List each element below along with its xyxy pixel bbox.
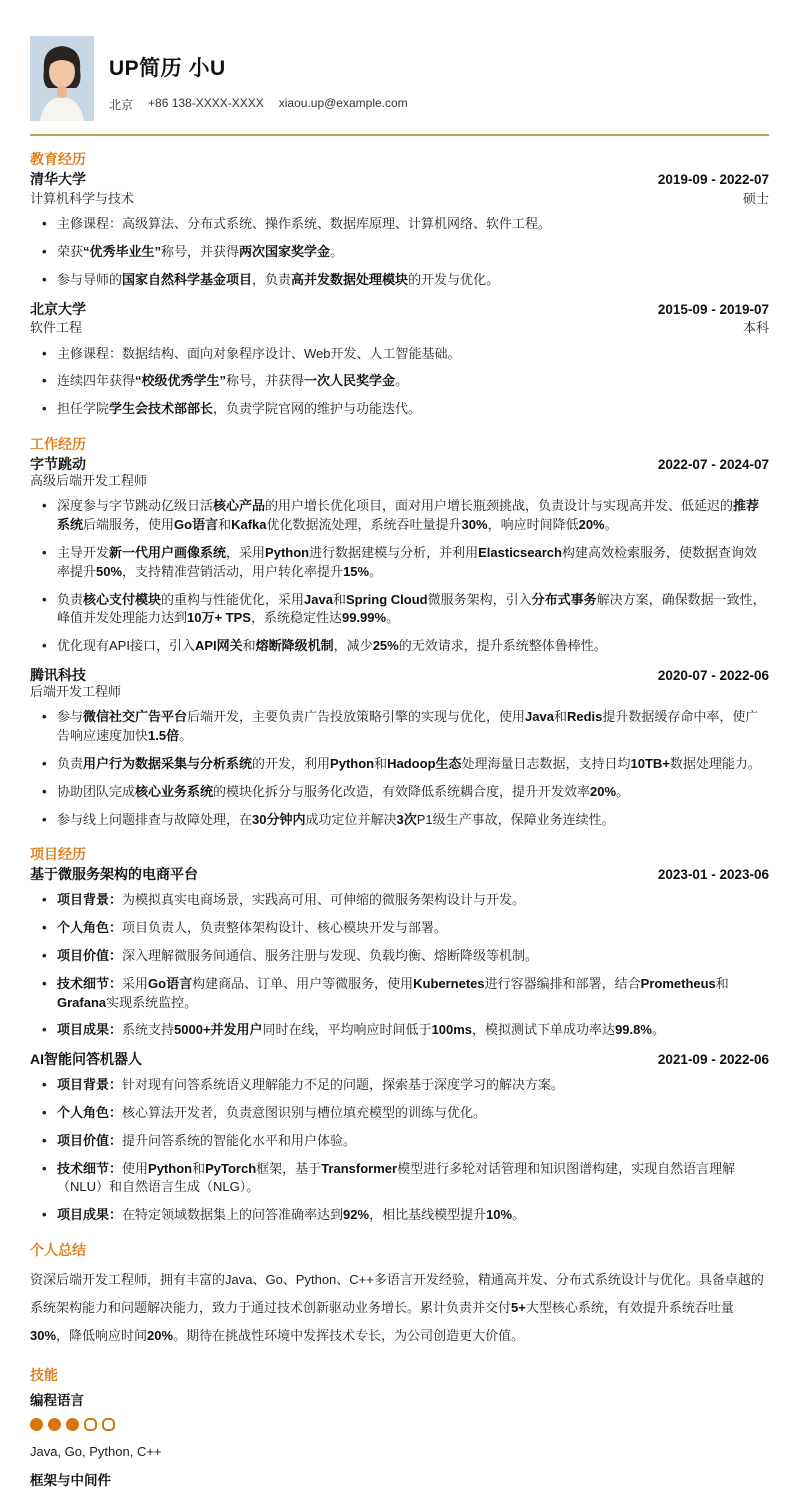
emphasis-text: 推荐系统 [57,498,760,533]
contact-row [109,96,408,113]
body-text: 的无效请求，提升系统整体鲁棒性。 [398,638,607,654]
emphasis-text: 项目价值： [57,1132,123,1148]
bullet-item [57,1160,769,1198]
body-text: 提升数据缓存命中率，使广告响应速度加快 [57,709,759,743]
body-text: 构建商品、订单、用户等微服务，使用 [192,975,414,991]
section-skills [30,1365,769,1489]
body-text: 负责 [57,591,84,607]
body-text: 主修课程：高级算法、分布式系统、操作系统、数据库原理、计算机网络、软件工程。 [57,216,552,232]
entry-title: 字节跳动 [30,456,86,473]
entry-header-row [30,171,769,188]
entry [30,456,769,656]
body-text: ，支持精准营销活动，用户转化率提升 [122,563,344,579]
bullet-item [57,811,769,830]
body-text: 和 [218,517,232,533]
body-text: ，模拟测试下单成功率达 [472,1022,616,1038]
contact-email: xiaou.up@example.com [278,96,408,110]
body-text: 核心算法开发者，负责意图识别与槽位填充模型的训练与优化。 [122,1104,487,1120]
skill-level-dot [102,1418,115,1431]
skill-category: 框架与中间件 [30,1472,111,1488]
bullet-list [30,497,769,656]
emphasis-text: 10TB+ [630,755,670,771]
bullet-item [57,1076,769,1095]
emphasis-text: Prometheus [640,975,716,991]
emphasis-text: 10% [486,1207,513,1223]
emphasis-text: Transformer [321,1160,398,1176]
body-text: P1级生产事故，保障业务连续性。 [416,811,615,827]
emphasis-text: 50% [96,563,123,579]
body-text: 后端服务，使用 [83,517,175,533]
bullet-item [57,215,769,234]
entry-date: 2020-07 - 2022-06 [657,668,769,684]
emphasis-text: 个人角色： [57,920,123,936]
emphasis-text: 项目价值： [57,947,123,963]
bullet-item [57,271,769,290]
emphasis-text: Python [265,544,310,560]
bullet-item [57,947,769,966]
body-text: 荣获 [57,243,84,259]
body-text: 。 [512,1207,526,1223]
entry-degree: 硕士 [742,190,769,206]
entry-header-row [30,456,769,473]
body-text: 称号，并获得 [161,243,240,259]
emphasis-text: 核心业务系统 [135,783,214,799]
bullet-item [57,975,769,1013]
entry [30,667,769,829]
entry-subtitle: 软件工程 [30,320,83,336]
body-text: 项目负责人，负责整体架构设计、核心模块开发与部署。 [122,920,448,936]
entry [30,1051,769,1225]
emphasis-text: 两次国家奖学金 [239,243,331,259]
bullet-item [57,400,769,419]
body-text: ，负责 [252,271,292,287]
body-text: 为模拟真实电商场景，实践高可用、可伸缩的微服务架构设计与开发。 [122,892,526,908]
body-text: 模型进行多轮对话管理和知识图谱构建，实现自然语言理解（NLU）和自然语言生成（NLG）。 [57,1160,736,1195]
emphasis-text: “优秀毕业生” [83,243,162,259]
entry-subtitle: 计算机科学与技术 [30,190,135,206]
emphasis-text: 新一代用户画像系统 [109,544,227,560]
body-text: 的重构与性能优化，采用 [161,591,305,607]
emphasis-text: 5+ [511,1300,526,1316]
avatar-icon [30,36,94,121]
body-text: 和 [553,709,567,725]
body-text: 解决方案，确保数据一致性，峰值并发处理能力达到 [57,591,766,626]
entry-subtitle-row [30,684,769,700]
summary-paragraph [30,1266,769,1350]
body-text: ，系统稳定性达 [250,610,342,626]
body-text: 针对现有问答系统语义理解能力不足的问题，探索基于深度学习的解决方案。 [122,1077,565,1093]
section-title-education: 教育经历 [30,151,86,167]
body-text: 大型核心系统，有效提升系统吞吐量 [525,1300,734,1316]
entry-subtitle-row [30,188,769,207]
emphasis-text: 项目背景： [57,892,123,908]
body-text: 。 [651,1022,665,1038]
header-divider [30,134,769,136]
body-text: ，减少 [333,638,373,654]
section-work [30,434,769,829]
entry-title: 清华大学 [30,171,86,187]
section-title-skills: 技能 [30,1366,58,1383]
body-text: 。 [604,517,618,533]
body-text: 协助团队完成 [57,783,136,799]
bullet-item [57,755,769,774]
body-text: 。 [369,563,383,579]
entry-date: 2023-01 - 2023-06 [657,867,769,883]
emphasis-text: 微信社交广告平台 [83,709,188,725]
body-text: 成功定位并解决 [305,811,397,827]
body-text: 资深后端开发工程师，拥有丰富的Java、Go、Python、C++多语言开发经验，精通高并发、分布式系统设计与优化。具备卓越的系统架构能力和问题解决能力，致力于通过技术创新驱动业务增长。累计负责并交付 [30,1272,764,1316]
emphasis-text: 99.8% [615,1022,652,1038]
emphasis-text: 15% [343,563,370,579]
body-text: 数据处理能力。 [669,755,761,771]
emphasis-text: 学生会技术部部长 [109,401,214,417]
entry-header-row [30,1051,769,1068]
section-projects [30,844,769,1225]
body-text: 微服务架构，引入 [427,591,532,607]
emphasis-text: 项目成果： [57,1207,123,1223]
body-text: 的模块化拆分与服务化改造，有效降低系统耦合度，提升开发效率 [213,783,591,799]
body-text: 提升问答系统的智能化水平和用户体验。 [122,1132,357,1148]
section-title-work: 工作经历 [30,436,86,453]
body-text: 。 [179,728,193,743]
entry-degree: 本科 [742,320,769,336]
bullet-item [57,1132,769,1151]
body-text: 称号，并获得 [226,373,305,389]
entry-title: 腾讯科技 [30,667,86,684]
emphasis-text: 高并发数据处理模块 [291,271,409,287]
body-text: 和 [715,975,729,991]
body-text: ，采用 [226,544,266,560]
bullet-item [57,637,769,656]
emphasis-text: 30分钟内 [252,811,306,827]
emphasis-text: 个人角色： [57,1104,123,1120]
entry-title: 北京大学 [30,300,86,317]
bullet-item [57,497,769,535]
body-text: 处理海量日志数据，支持日均 [461,755,631,771]
emphasis-text: 一次人民奖学金 [304,373,396,389]
body-text: 进行容器编排和部署，结合 [484,975,641,991]
emphasis-text: PyTorch [205,1160,257,1176]
header-text [109,36,408,113]
body-text: 和 [374,755,388,771]
resume-header [30,36,769,121]
emphasis-text: 国家自然科学基金项目 [122,271,253,287]
emphasis-text: 20% [578,517,605,533]
emphasis-text: 25% [372,638,399,654]
bullet-list [30,891,769,1040]
entry-header-row [30,866,769,883]
emphasis-text: 技术细节： [57,1160,123,1176]
section-summary [30,1240,769,1350]
body-text: 。 [386,610,400,626]
body-text: 在特定领域数据集上的问答准确率达到 [122,1207,344,1223]
emphasis-text: 99.99% [341,610,387,626]
bullet-item [57,243,769,262]
skill-level [30,1418,769,1431]
emphasis-text: Spring Cloud [345,591,428,607]
candidate-name: UP简历 小U [109,57,226,80]
emphasis-text: 技术细节： [57,975,123,991]
emphasis-text: 30% [30,1327,57,1343]
entry-date: 2022-07 - 2024-07 [657,457,769,473]
body-text: 担任学院 [57,401,110,417]
contact-phone: +86 138-XXXX-XXXX [148,96,264,110]
body-text: 使用 [122,1160,149,1176]
body-text: 参与线上问题排查与故障处理，在 [57,811,253,827]
body-text: 的开发与优化。 [408,271,500,287]
bullet-list [30,1076,769,1225]
body-text: 的用户增长优化项目，面对用户增长瓶颈挑战，负责设计与实现高并发、低延迟的 [265,498,734,514]
body-text: 框架，基于 [256,1160,322,1176]
body-text: 和 [242,638,256,654]
body-text: 实现系统监控。 [106,994,198,1010]
emphasis-text: 3次 [396,811,417,827]
entry-date: 2015-09 - 2019-07 [657,301,769,317]
body-text: 。期待在挑战性环境中发挥技术专长，为公司创造更大价值。 [173,1327,525,1343]
emphasis-text: 30% [461,517,488,533]
section-title-projects: 项目经历 [30,846,86,863]
body-text: 深度参与字节跳动亿级日活 [57,498,214,514]
emphasis-text: Redis [566,709,603,725]
entry-subtitle-row [30,473,769,489]
skill-item [30,1469,769,1489]
body-text: 采用 [122,975,149,991]
bullet-item [57,919,769,938]
body-text: 参与导师的 [57,271,123,287]
entry-header-row [30,667,769,684]
body-text: 同时在线，平均响应时间低于 [262,1022,432,1038]
emphasis-text: Python [330,755,375,771]
body-text: 后端开发，主要负责广告投放策略引擎的实现与优化，使用 [187,709,526,725]
skill-level-dot [48,1418,61,1431]
body-text: 优化现有API接口，引入 [57,638,195,654]
bullet-list [30,215,769,290]
body-text: 。 [395,373,409,389]
resume-body [30,149,769,1489]
body-text: ，相比基线模型提升 [369,1207,487,1223]
profile-photo [30,36,94,121]
bullet-item [57,1021,769,1040]
emphasis-text: Kafka [231,517,267,533]
bullet-item [57,544,769,582]
emphasis-text: 20% [590,783,617,799]
body-text: 参与 [57,709,84,725]
emphasis-text: Hadoop生态 [387,755,462,771]
bullet-item [57,1104,769,1123]
emphasis-text: 10万+ TPS [187,610,251,626]
section-title-summary: 个人总结 [30,1242,86,1259]
bullet-item [57,345,769,364]
body-text: 和 [192,1160,206,1176]
body-text: 。 [330,243,344,259]
bullet-item [57,591,769,629]
emphasis-text: 分布式事务 [531,591,597,607]
entry-date: 2021-09 - 2022-06 [657,1052,769,1068]
body-text: 负责 [57,755,84,771]
body-text: 和 [332,591,346,607]
bullet-item [57,1206,769,1225]
body-text: ，负责学院官网的维护与功能迭代。 [213,401,422,417]
entry-title: 基于微服务架构的电商平台 [30,866,198,883]
emphasis-text: API网关 [194,638,243,654]
emphasis-text: 20% [147,1327,174,1343]
body-text: 的开发，利用 [252,755,331,771]
bullet-list [30,708,769,829]
entry-subtitle-row [30,317,769,336]
skill-item [30,1389,769,1459]
bullet-item [57,708,769,746]
entry-subtitle: 高级后端开发工程师 [30,472,148,488]
entry-header-row [30,301,769,318]
emphasis-text: 熔断降级机制 [255,638,334,654]
emphasis-text: 5000+并发用户 [174,1022,263,1038]
emphasis-text: Grafana [57,994,107,1010]
bullet-list [30,345,769,420]
body-text: 深入理解微服务间通信、服务注册与发现、负载均衡、熔断降级等机制。 [122,947,539,963]
emphasis-text: 用户行为数据采集与分析系统 [83,755,253,771]
entry-subtitle: 后端开发工程师 [30,683,122,699]
emphasis-text: Go语言 [148,975,193,991]
entry [30,171,769,290]
emphasis-text: 项目成果： [57,1022,123,1038]
emphasis-text: Kubernetes [413,975,485,991]
skill-level-dot [66,1418,79,1431]
emphasis-text: Go语言 [174,517,219,533]
entry [30,301,769,420]
body-text: 构建高效检索服务，使数据查询效率提升 [57,544,757,579]
body-text: 主导开发 [57,544,110,560]
emphasis-text: 项目背景： [57,1077,123,1093]
section-education [30,149,769,419]
skill-category: 编程语言 [30,1392,84,1408]
emphasis-text: “校级优秀学生” [135,373,227,389]
emphasis-text: Java [304,591,333,607]
emphasis-text: Python [148,1160,193,1176]
skill-level-dot [84,1418,97,1431]
body-text: ，响应时间降低 [487,517,579,533]
emphasis-text: Elasticsearch [478,544,562,560]
entry-date: 2019-09 - 2022-07 [657,172,769,187]
emphasis-text: 92% [343,1207,370,1223]
emphasis-text: 100ms [431,1022,473,1038]
body-text: 系统支持 [122,1022,175,1038]
body-text: ，降低响应时间 [56,1327,148,1343]
bullet-item [57,783,769,802]
emphasis-text: Java [525,709,554,725]
body-text: 连续四年获得 [57,373,136,389]
emphasis-text: 核心支付模块 [83,591,162,607]
body-text: 进行数据建模与分析，并利用 [309,544,479,560]
bullet-item [57,372,769,391]
entry-title: AI智能问答机器人 [30,1051,142,1068]
body-text: 优化数据流处理，系统吞吐量提升 [266,517,462,533]
contact-location: 北京 [109,98,134,112]
skill-level-dot [30,1418,43,1431]
bullet-item [57,891,769,910]
skill-description: Java, Go, Python, C++ [30,1443,162,1459]
body-text: 。 [616,783,630,799]
body-text: 主修课程：数据结构、面向对象程序设计、Web开发、人工智能基础。 [57,345,461,361]
emphasis-text: 核心产品 [213,498,266,514]
entry [30,866,769,1040]
emphasis-text: 1.5倍 [148,728,180,743]
